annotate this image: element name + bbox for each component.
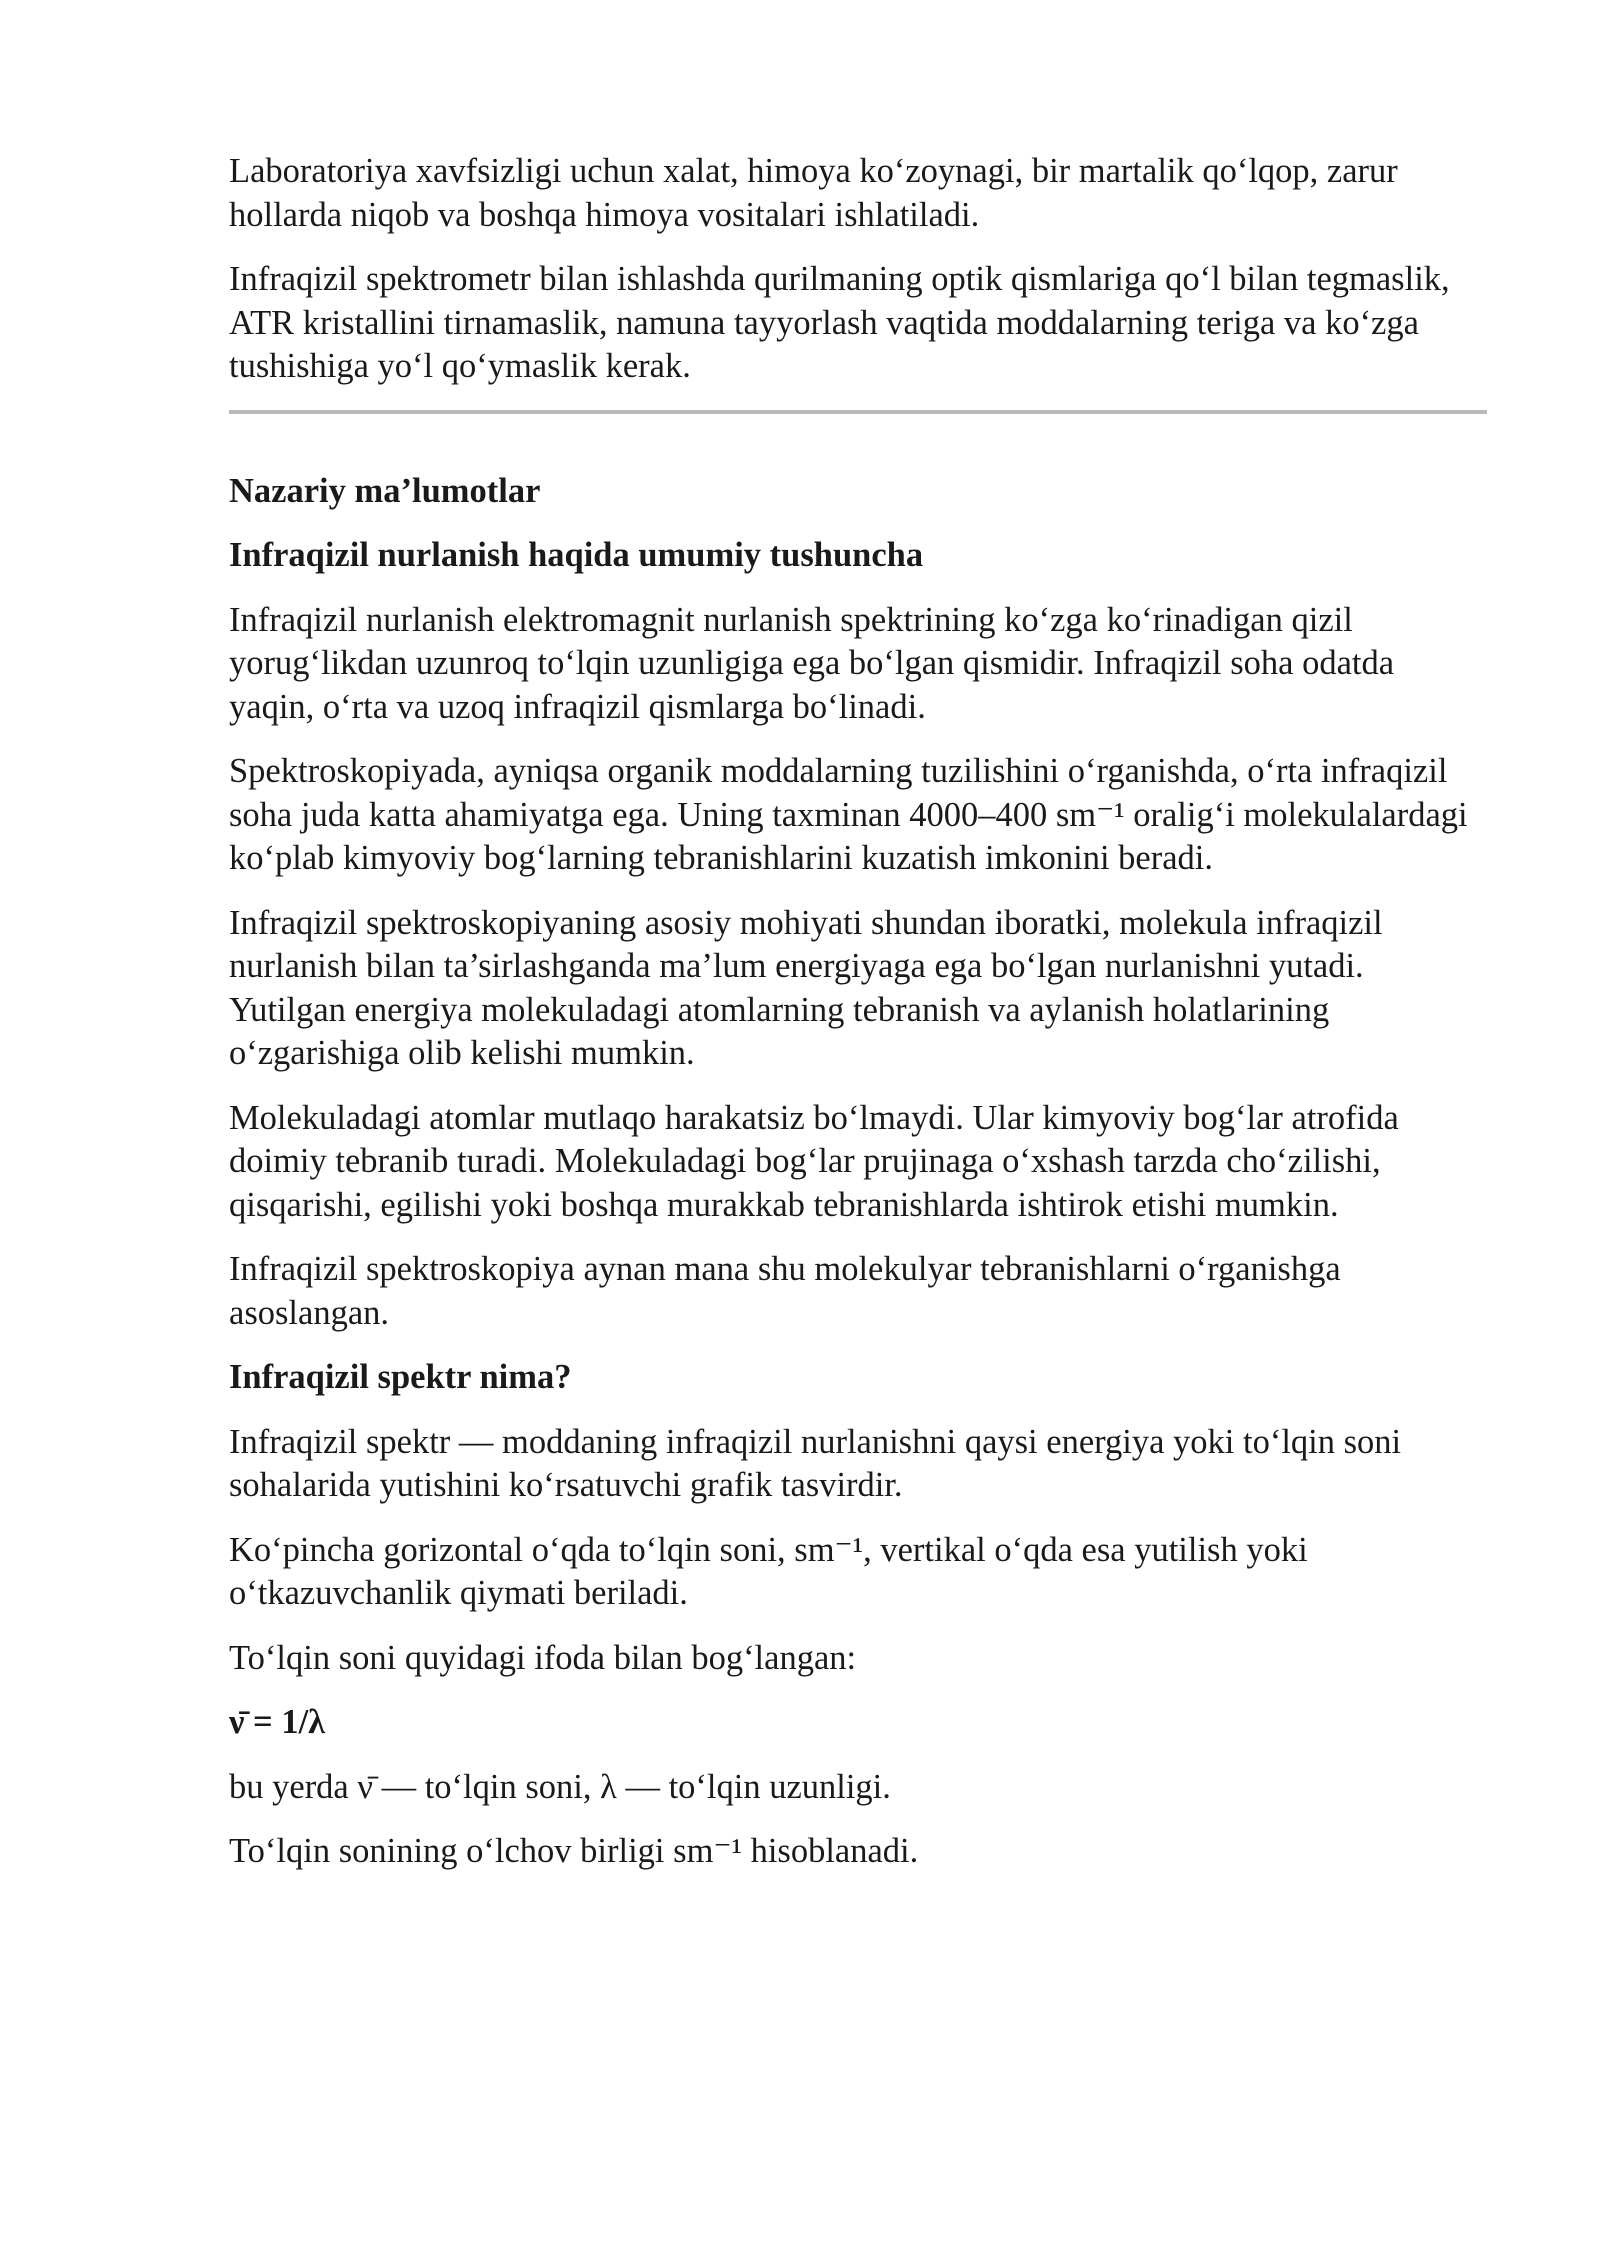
spectrum-definition: Infraqizil spektr — moddaning infraqizil nurlanishni qaysi energiya yoki to‘lqin soni sohalarida yutishini ko‘rsatuvchi grafik tasvirdir. [229,1422,1402,1504]
wavenumber-formula: ν̄ = 1/λ [229,1703,326,1741]
theory-heading: Nazariy ma’lumotlar [229,471,541,510]
theory-paragraph: Spektroskopiyada, ayniqsa organik moddalarning tuzilishini o‘rganishda, o‘rta infraqizil soha juda katta ahamiyatga ega. Uning taxminan 4000–400 sm⁻¹ oralig‘i molekulalardagi ko‘plab kimyoviy bog‘larning tebranishlarini kuzatish imkonini beradi. [229,752,1468,877]
theory-paragraph: Infraqizil nurlanish elektromagnit nurlanish spektrining ko‘zga ko‘rinadigan qizil yorug‘likdan uzunroq to‘lqin uzunligiga ega bo‘lgan qismidir. Infraqizil soha odatda yaqin, o‘rta va uzoq infraqizil qismlarga bo‘linadi. [229,600,1395,726]
spectrum-heading: Infraqizil spektr nima? [229,1358,572,1396]
intro-paragraph-spectrometer-handling: Infraqizil spektrometr bilan ishlashda qurilmaning optik qismlariga qo‘l bilan tegmaslik, ATR kristallini tirnamaslik, namuna tayyorlash vaqtida moddalarning teriga va ko‘zga tushishiga yo‘l qo‘ymaslik kerak. [229,260,1450,385]
spectrum-axes-description: Ko‘pincha gorizontal o‘qda to‘lqin soni, sm⁻¹, vertikal o‘qda esa yutilish yoki o‘tkazuvchanlik qiymati beriladi. [229,1530,1308,1612]
wavenumber-unit-note: To‘lqin sonining o‘lchov birligi sm⁻¹ hisoblanadi. [229,1832,919,1870]
theory-paragraph: Infraqizil spektroskopiyaning asosiy mohiyati shundan iboratki, molekula infraqizil nurlanish bilan ta’sirlashganda ma’lum energiyaga ega bo‘lgan nurlanishni yutadi. Yutilgan energiya molekuladagi atomlarning tebranish va aylanish holatlarining o‘zgarishiga olib kelishi mumkin. [229,903,1383,1072]
document-page [229,150,1487,1895]
theory-subheading: Infraqizil nurlanish haqida umumiy tushuncha [229,536,924,574]
theory-paragraph: Molekuladagi atomlar mutlaqo harakatsiz bo‘lmaydi. Ular kimyoviy bog‘lar atrofida doimiy tebranib turadi. Molekuladagi bog‘lar prujinaga o‘xshash tarzda cho‘zilishi, qisqarishi, egilishi yoki boshqa murakkab tebranishlarda ishtirok etishi mumkin. [229,1098,1399,1224]
formula-explanation: bu yerda ν̄ — to‘lqin soni, λ — to‘lqin uzunligi. [229,1767,891,1806]
theory-paragraph: Infraqizil spektroskopiya aynan mana shu molekulyar tebranishlarni o‘rganishga asoslangan. [229,1250,1341,1332]
wavenumber-relation-intro: To‘lqin soni quyidagi ifoda bilan bog‘langan: [229,1638,857,1677]
intro-paragraph-safety-gear: Laboratoriya xavfsizligi uchun xalat, himoya ko‘zoynagi, bir martalik qo‘lqop, zarur hollarda niqob va boshqa himoya vositalari ishlatiladi. [229,152,1398,234]
section-divider-gap [229,414,1487,470]
